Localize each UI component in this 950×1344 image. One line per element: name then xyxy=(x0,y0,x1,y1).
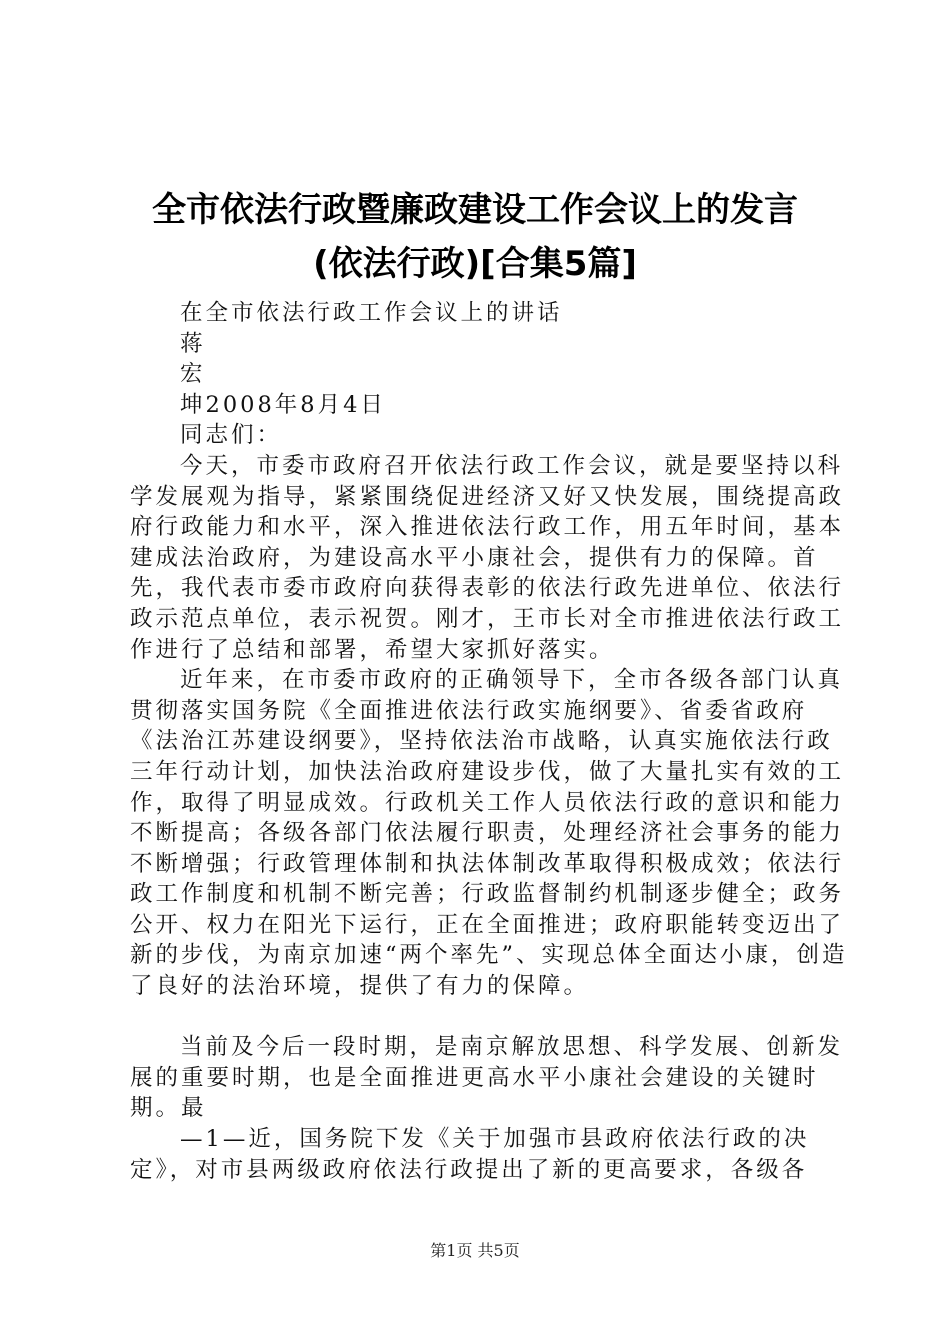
body-paragraph: 今天，市委市政府召开依法行政工作会议，就是要坚持以科学发展观为指导，紧紧围绕促进经济又好又快发展，围绕提高政府行政能力和水平，深入推进依法行政工作，用五年时间，基本建成法治政府，为建设高水平小康社会，提供有力的保障。首先，我代表市委市政府向获得表彰的依法行政先进单位、依法行政示范点单位，表示祝贺。刚才，王市长对全市推进依法行政工作进行了总结和部署，希望大家抓好落实。 xyxy=(130,452,845,663)
document-title-line-1: 全市依法行政暨廉政建设工作会议上的发言 xyxy=(152,190,798,230)
page-footer: 第1页 共5页 xyxy=(430,1241,520,1260)
document-body xyxy=(130,298,850,1185)
body-paragraph: 近年来，在市委市政府的正确领导下，全市各级各部门认真贯彻落实国务院《全面推进依法行政实施纲要》、省委省政府《法治江苏建设纲要》，坚持依法治市战略，认真实施依法行政三年行动计划，加快法治政府建设步伐，做了大量扎实有效的工作，取得了明显成效。行政机关工作人员依法行政的意识和能力不断提高；各级各部门依法履行职责，处理经济社会事务的能力不断增强；行政管理体制和执法体制改革取得积极成效；依法行政工作制度和机制不断完善；行政监督制约机制逐步健全；政务公开、权力在阳光下运行，正在全面推进；政府职能转变迈出了新的步伐，为南京加速“两个率先”、实现总体全面达小康，创造了良好的法治环境，提供了有力的保障。 xyxy=(130,667,848,1000)
document-title-line-2: (依法行政)[合集5篇] xyxy=(313,244,637,284)
author-line: 宏 xyxy=(180,361,206,388)
paragraph-spacer xyxy=(130,1002,850,1033)
body-paragraph: —1—近，国务院下发《关于加强市县政府依法行政的决定》，对市县两级政府依法行政提出了新的更高要求，各级各 xyxy=(130,1126,810,1183)
body-paragraph: 当前及今后一段时期，是南京解放思想、科学发展、创新发展的重要时期，也是全面推进更高水平小康社会建设的关键时期。最 xyxy=(130,1034,844,1122)
author-line: 蒋 xyxy=(180,330,206,357)
speech-subtitle: 在全市依法行政工作会议上的讲话 xyxy=(180,300,563,326)
author-date-line: 坤2008年8月4日 xyxy=(180,391,386,418)
salutation: 同志们： xyxy=(180,422,283,449)
